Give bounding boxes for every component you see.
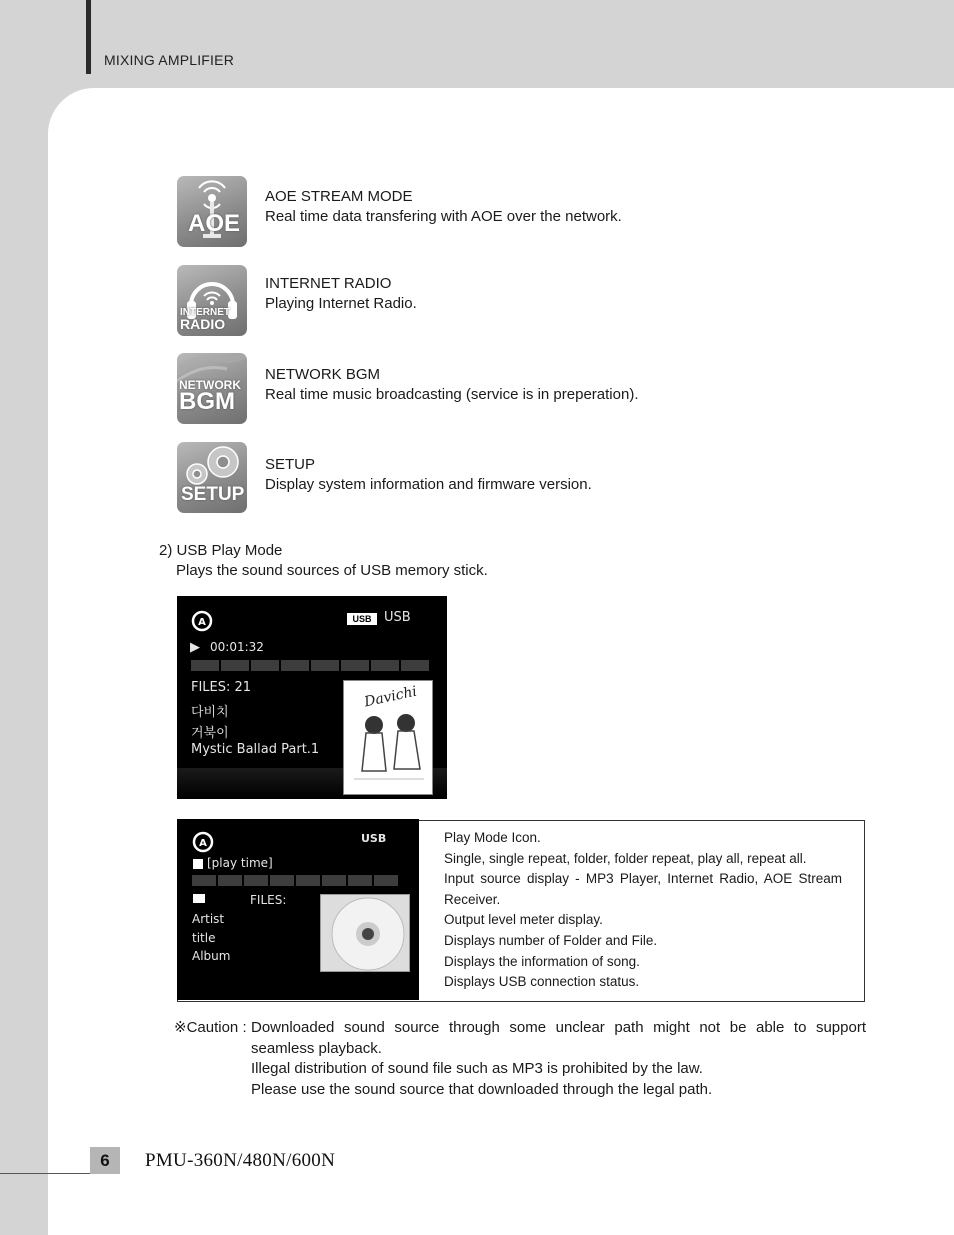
usb-badge: USB — [347, 613, 377, 625]
bgm-tile-text-1: NETWORK — [179, 378, 241, 392]
files-count: FILES: 21 — [191, 680, 252, 695]
play-time: [play time] — [207, 856, 273, 870]
setup-gear-icon — [177, 442, 247, 513]
legend-list — [444, 828, 842, 993]
usb-screen-legend — [177, 819, 419, 1000]
setup-tile-text: SETUP — [181, 484, 245, 505]
album-line: Album — [192, 949, 231, 963]
input-source-label: USB — [361, 832, 387, 845]
model-name: PMU-360N/480N/600N — [145, 1150, 336, 1171]
internet-radio-title: INTERNET RADIO — [265, 275, 392, 292]
legend-item: Displays the information of song. — [444, 953, 640, 969]
network-bgm-desc: Real time music broadcasting (service is in preperation). — [265, 386, 639, 403]
legend-item: Play Mode Icon. — [444, 830, 541, 845]
artist-line: Artist — [192, 912, 225, 926]
radio-tile-text-1: INTERNET — [180, 307, 230, 318]
aoe-stream-icon — [177, 176, 247, 247]
caution-line: Downloaded sound source through some unclear path might not be able to support seamless playback. — [251, 1019, 866, 1057]
header-bar — [86, 0, 91, 74]
caution-line: Illegal distribution of sound file such as MP3 is prohibited by the law. — [251, 1060, 703, 1077]
album-line: Mystic Ballad Part.1 — [191, 742, 320, 757]
folder-icon — [193, 894, 205, 903]
play-mode-icon — [190, 609, 214, 633]
legend-item: Input source display - MP3 Player, Internet Radio, AOE Stream Receiver. — [444, 871, 842, 907]
level-meter — [191, 660, 429, 671]
network-bgm-title: NETWORK BGM — [265, 366, 380, 383]
legend-item: Single, single repeat, folder, folder repeat, play all, repeat all. — [444, 850, 807, 866]
cd-case — [320, 894, 410, 972]
header-label: MIXING AMPLIFIER — [104, 52, 234, 68]
usb-section-desc: Plays the sound sources of USB memory stick. — [176, 562, 488, 579]
page-number: 6 — [90, 1147, 120, 1174]
caution-label: ※Caution : — [174, 1019, 247, 1036]
legend-item: Output level meter display. — [444, 912, 603, 928]
caution-line: Please use the sound source that downloaded through the legal path. — [251, 1080, 713, 1098]
svg-text:A: A — [198, 617, 206, 628]
legend-item: Displays USB connection status. — [444, 974, 640, 990]
level-meter — [192, 875, 398, 886]
artist-line: 다비치 — [191, 705, 229, 720]
radio-tile-text-2: RADIO — [180, 316, 226, 332]
internet-radio-desc: Playing Internet Radio. — [265, 295, 417, 312]
play-mode-icon — [191, 830, 215, 854]
caution-note — [174, 1018, 866, 1100]
svg-text:A: A — [199, 838, 207, 849]
setup-desc: Display system information and firmware version. — [265, 476, 592, 493]
bgm-tile-text-2: BGM — [179, 388, 235, 415]
album-art — [343, 680, 433, 795]
legend-item: Displays number of Folder and File. — [444, 932, 658, 948]
input-source-label: USB — [384, 610, 411, 625]
title-line: 거북이 — [191, 726, 229, 741]
usb-section-heading: 2) USB Play Mode — [159, 542, 283, 559]
play-icon: ▶ — [190, 640, 200, 655]
setup-title: SETUP — [265, 456, 316, 473]
aoe-mode-desc: Real time data transfering with AOE over the network. — [265, 208, 622, 225]
title-line: title — [192, 931, 216, 945]
network-bgm-icon — [177, 353, 247, 424]
usb-screen-example — [177, 596, 447, 799]
aoe-mode-title: AOE STREAM MODE — [265, 188, 413, 205]
stop-icon — [193, 859, 203, 869]
album-art-text: Davichi — [362, 683, 419, 711]
internet-radio-icon — [177, 265, 247, 336]
files-count: FILES: — [250, 893, 287, 907]
play-time: 00:01:32 — [210, 640, 264, 654]
aoe-tile-text: AOE — [188, 210, 241, 237]
